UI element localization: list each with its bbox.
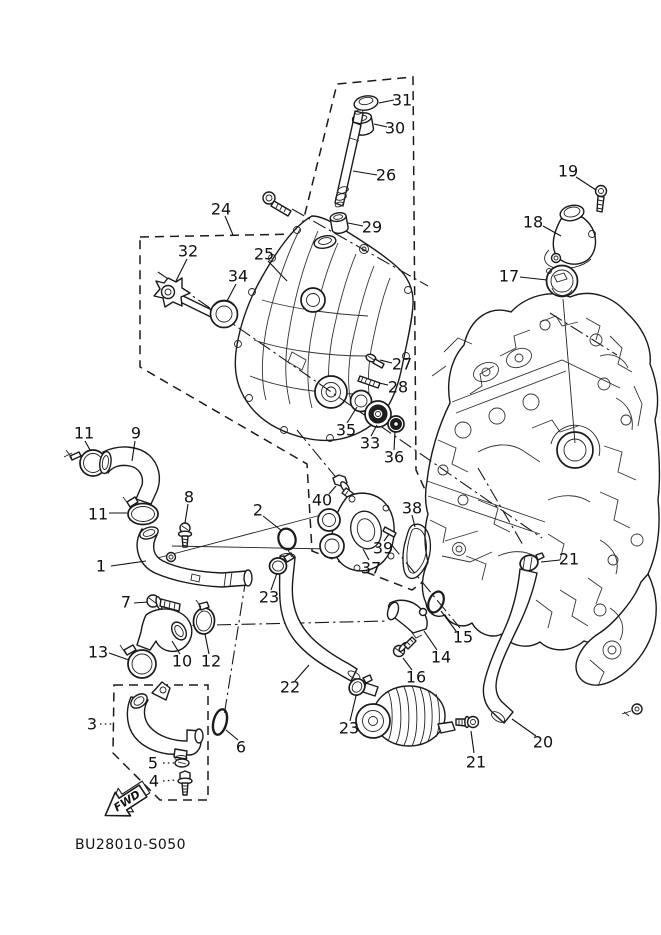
pipe-3 [127, 682, 203, 761]
callout-4: 4 [148, 771, 160, 791]
oil-cooler [356, 683, 455, 746]
cap-31 [353, 94, 379, 112]
callout-19: 19 [557, 161, 579, 181]
pipe-26 [334, 109, 363, 208]
bolt-8 [179, 523, 192, 547]
callout-10: 10 [171, 651, 193, 671]
bushing-29 [330, 212, 349, 235]
callout-12: 12 [200, 651, 222, 671]
bearing-34 [211, 301, 238, 328]
callout-39: 39 [372, 538, 394, 558]
fwd-label: FWD [111, 787, 143, 815]
callout-7: 7 [120, 592, 132, 612]
callout-3: 3 [86, 714, 98, 734]
hose-10 [137, 609, 192, 651]
callout-27: 27 [391, 354, 413, 374]
callout-11a: 11 [73, 423, 95, 443]
hose-9 [98, 447, 159, 504]
callout-11b: 11 [87, 504, 109, 524]
callout-30: 30 [384, 118, 406, 138]
callout-1: 1 [95, 556, 107, 576]
callout-18: 18 [522, 212, 544, 232]
callout-14: 14 [430, 647, 452, 667]
callout-34: 34 [227, 266, 249, 286]
callout-9: 9 [130, 423, 142, 443]
bearing-33 [365, 401, 391, 427]
callout-33: 33 [359, 433, 381, 453]
seal-36 [388, 416, 404, 432]
o-ring-6 [211, 708, 230, 736]
bolt-16 [394, 637, 417, 657]
callout-26: 26 [375, 165, 397, 185]
callout-21b: 21 [465, 752, 487, 772]
washer-5 [175, 759, 189, 767]
callout-35: 35 [335, 420, 357, 440]
callout-29: 29 [361, 217, 383, 237]
callout-16: 16 [405, 667, 427, 687]
fwd-arrow [98, 775, 154, 827]
outlet-joint-18 [545, 203, 596, 269]
callout-17: 17 [498, 266, 520, 286]
callout-2: 2 [252, 500, 264, 520]
cover-bolt-top [263, 192, 291, 216]
callout-22: 22 [279, 677, 301, 697]
callout-25: 25 [253, 244, 275, 264]
drain-bolt [622, 704, 642, 716]
callout-21a: 21 [558, 549, 580, 569]
callout-24: 24 [210, 199, 232, 219]
drawing-code: BU28010-S050 [75, 837, 187, 853]
callout-15: 15 [452, 627, 474, 647]
callout-20: 20 [532, 732, 554, 752]
fitting-14 [385, 600, 427, 638]
engine-block [422, 293, 659, 716]
clamp-12 [192, 600, 215, 635]
callout-38: 38 [401, 498, 423, 518]
dipstick-group [263, 94, 379, 234]
hose-22 [280, 554, 362, 682]
callout-13: 13 [87, 642, 109, 662]
callout-31: 31 [391, 90, 413, 110]
callout-23b: 23 [338, 718, 360, 738]
callout-5: 5 [147, 753, 159, 773]
callout-32: 32 [177, 241, 199, 261]
cap-17 [547, 266, 578, 297]
callout-40: 40 [311, 490, 333, 510]
bolt-19 [596, 186, 607, 213]
callout-6: 6 [235, 737, 247, 757]
callout-23a: 23 [258, 587, 280, 607]
pipe-1 [137, 525, 252, 587]
callout-8: 8 [183, 487, 195, 507]
bolt-4 [178, 771, 192, 795]
callout-28: 28 [387, 377, 409, 397]
callout-36: 36 [383, 447, 405, 467]
callout-37: 37 [360, 558, 382, 578]
bolt-21b [456, 717, 479, 728]
